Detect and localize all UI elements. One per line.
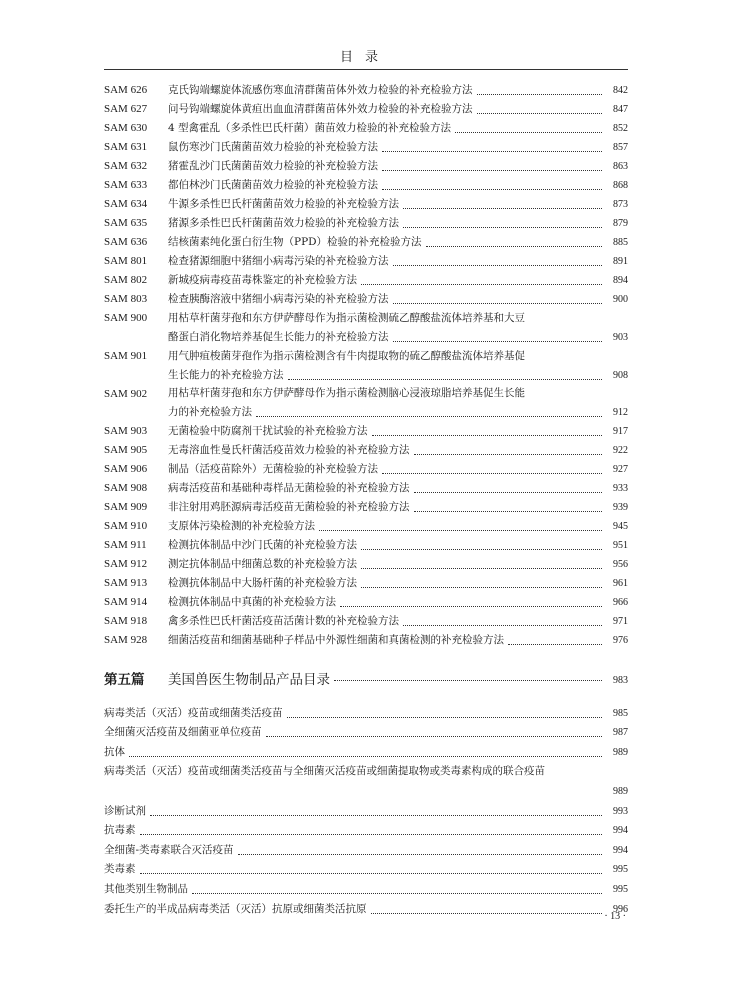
entry-code: SAM 911: [104, 539, 147, 552]
entry-page: 863: [613, 160, 628, 172]
entry-page: 933: [613, 483, 628, 495]
entry-body: [168, 233, 628, 252]
entry-code: SAM 908: [104, 482, 148, 495]
entry-line: [168, 536, 628, 555]
entry-body: [168, 498, 628, 517]
entry-line: [104, 801, 628, 821]
entry-title: 抗体: [104, 745, 125, 758]
leader-dots: [129, 756, 602, 757]
leader-dots: [455, 132, 602, 133]
entry-page: 903: [613, 331, 628, 343]
entry-code: SAM 900: [104, 312, 148, 324]
leader-dots: [287, 717, 603, 718]
entry-line: [168, 441, 628, 460]
toc-entry[interactable]: [104, 233, 628, 252]
entry-title: 细菌活疫苗和细菌基础种子样品中外源性细菌和真菌检测的补充检验方法: [168, 634, 504, 647]
entry-line: [168, 498, 628, 517]
entry-code: SAM 914: [104, 596, 148, 609]
section-title: 美国兽医生物制品产品目录: [168, 672, 330, 688]
entry-page: 995: [613, 883, 628, 895]
entry-line: [168, 119, 628, 138]
entry-body: [168, 157, 628, 176]
entry-line: [168, 403, 628, 422]
toc-entry[interactable]: [104, 81, 628, 100]
entry-title: 4 型禽霍乱（多杀性巴氏杆菌）菌苗效力检验的补充检验方法: [168, 121, 452, 134]
entry-page: 985: [613, 707, 628, 719]
entry-body: [104, 703, 628, 723]
entry-title: 委托生产的半成品病毒类活（灭活）抗原或细菌类活抗原: [104, 902, 367, 915]
toc-entry[interactable]: [104, 347, 628, 385]
toc-entry[interactable]: [104, 252, 628, 271]
entry-title: 检查猪源细胞中猪细小病毒污染的补充检验方法: [168, 254, 389, 267]
entry-code: SAM 633: [104, 179, 148, 191]
leader-dots: [266, 736, 603, 737]
entry-code: SAM 626: [104, 84, 148, 96]
entry-page: 971: [613, 616, 628, 628]
entry-line: [168, 81, 628, 100]
leader-dots: [393, 341, 603, 342]
toc-entry[interactable]: [104, 422, 628, 441]
leader-dots: [382, 170, 602, 171]
entry-body: [104, 742, 628, 762]
entry-line: [168, 328, 628, 347]
leader-dots: [393, 303, 603, 304]
product-entry[interactable]: [104, 879, 628, 899]
entry-title: 都伯林沙门氏菌菌苗效力检验的补充检验方法: [168, 178, 378, 191]
leader-dots: [477, 94, 603, 95]
entry-line: [168, 176, 628, 195]
leader-dots: [288, 379, 603, 380]
toc-entry[interactable]: [104, 195, 628, 214]
toc-entry[interactable]: [104, 612, 628, 631]
entry-page: 873: [613, 198, 628, 210]
toc-sam-list: [104, 81, 628, 650]
entry-title: 新城疫病毒疫苗毒株鉴定的补充检验方法: [168, 273, 357, 286]
entry-body: [168, 214, 628, 233]
entry-body: [168, 290, 628, 309]
entry-page: 885: [613, 236, 628, 248]
entry-body: [168, 612, 628, 631]
entry-title: 类毒素: [104, 863, 136, 876]
header-rule: [104, 69, 628, 70]
entry-code: SAM 909: [104, 501, 148, 514]
toc-entry[interactable]: [104, 498, 628, 517]
toc-entry[interactable]: [104, 593, 628, 612]
leader-dots: [334, 680, 602, 681]
entry-line: [168, 612, 628, 631]
entry-line: [168, 422, 628, 441]
entry-page: 891: [613, 255, 628, 267]
entry-code: SAM 630: [104, 122, 148, 134]
entry-body: [168, 195, 628, 214]
entry-title: 猪霍乱沙门氏菌菌苗效力检验的补充检验方法: [168, 159, 378, 172]
leader-dots: [150, 815, 602, 816]
entry-title: 检测抗体制品中沙门氏菌的补充检验方法: [168, 539, 357, 552]
entry-page: 976: [613, 635, 628, 647]
entry-line: [168, 517, 628, 536]
entry-page: 945: [613, 521, 628, 533]
toc-entry[interactable]: [104, 574, 628, 593]
entry-body: [168, 176, 628, 195]
entry-code: SAM 928: [104, 634, 148, 647]
entry-page: 995: [613, 864, 628, 876]
entry-line: [104, 703, 628, 723]
entry-body: [168, 517, 628, 536]
entry-line: [168, 138, 628, 157]
toc-entry[interactable]: [104, 176, 628, 195]
entry-page: 847: [613, 103, 628, 115]
entry-code: SAM 902: [104, 387, 148, 400]
entry-line: [168, 574, 628, 593]
entry-title: 结核菌素纯化蛋白衍生物（PPD）检验的补充检验方法: [168, 235, 422, 248]
section-heading[interactable]: [104, 664, 628, 688]
entry-page: 857: [613, 141, 628, 153]
entry-title: 病毒活疫苗和基础种毒样品无菌检验的补充检验方法: [168, 482, 410, 495]
entry-body: [168, 309, 628, 347]
leader-dots: [372, 435, 603, 436]
page-folio: · 13 ·: [604, 911, 626, 922]
entry-line: [104, 742, 628, 762]
product-entry[interactable]: [104, 860, 628, 880]
entry-page: 912: [613, 407, 628, 419]
entry-title: 克氏钩端螺旋体流感伤寒血清群菌苗体外效力检验的补充检验方法: [168, 83, 473, 96]
entry-title: 用枯草杆菌芽孢和东方伊萨酵母作为指示菌检测脑心浸液琼脂培养基促生长能: [168, 387, 525, 400]
entry-line: [168, 309, 628, 328]
leader-dots: [414, 454, 603, 455]
product-entry[interactable]: [104, 899, 628, 919]
entry-title: 生长能力的补充检验方法: [168, 368, 284, 381]
entry-body: [168, 271, 628, 290]
toc-entry[interactable]: [104, 309, 628, 347]
leader-dots: [192, 893, 602, 894]
entry-title: 牛源多杀性巴氏杆菌菌苗效力检验的补充检验方法: [168, 197, 399, 210]
leader-dots: [382, 151, 602, 152]
entry-line: [168, 252, 628, 271]
leader-dots: [371, 913, 603, 914]
toc-entry[interactable]: [104, 214, 628, 233]
entry-page: 994: [613, 844, 628, 856]
leader-dots: [361, 568, 602, 569]
leader-dots: [414, 492, 603, 493]
entry-title: 禽多杀性巴氏杆菌活疫苗活菌计数的补充检验方法: [168, 615, 399, 628]
entry-line: [104, 899, 628, 919]
entry-title: 诊断试剂: [104, 804, 146, 817]
entry-title: 检测抗体制品中真菌的补充检验方法: [168, 596, 336, 609]
toc-entry[interactable]: [104, 555, 628, 574]
leader-dots: [477, 113, 603, 114]
entry-title: 非注射用鸡胚源病毒活疫苗无菌检验的补充检验方法: [168, 501, 410, 514]
entry-code: SAM 913: [104, 577, 148, 590]
toc-entry[interactable]: [104, 517, 628, 536]
entry-line: [104, 860, 628, 880]
entry-code: SAM 627: [104, 103, 148, 115]
entry-title: 力的补充检验方法: [168, 406, 252, 419]
entry-line: [104, 723, 628, 743]
entry-body: [168, 536, 628, 555]
entry-title: 鼠伤寒沙门氏菌菌苗效力检验的补充检验方法: [168, 140, 378, 153]
running-header: 目录: [339, 50, 390, 65]
entry-title: 测定抗体制品中细菌总数的补充检验方法: [168, 558, 357, 571]
leader-dots: [414, 511, 603, 512]
entry-page: 868: [613, 179, 628, 191]
entry-code: SAM 910: [104, 520, 148, 533]
leader-dots: [426, 246, 602, 247]
entry-title: 问号钩端螺旋体黄疸出血血清群菌苗体外效力检验的补充检验方法: [168, 102, 473, 115]
entry-page: 852: [613, 122, 628, 134]
entry-page: 994: [613, 825, 628, 837]
leader-dots: [140, 873, 603, 874]
entry-body: [168, 347, 628, 385]
entry-line: [168, 460, 628, 479]
entry-page: 927: [613, 464, 628, 476]
toc-entry[interactable]: [104, 290, 628, 309]
entry-line: [168, 555, 628, 574]
entry-body: [104, 821, 628, 841]
entry-code: SAM 632: [104, 160, 148, 172]
entry-body: [168, 385, 628, 423]
entry-title: 支原体污染检测的补充检验方法: [168, 520, 315, 533]
entry-body: [168, 441, 628, 460]
entry-title: 病毒类活（灭活）疫苗或细菌类活疫苗: [104, 706, 283, 719]
entry-body: [168, 422, 628, 441]
entry-body: [104, 840, 628, 860]
entry-title: 酪蛋白消化物培养基促生长能力的补充检验方法: [168, 330, 389, 343]
entry-line: [168, 271, 628, 290]
entry-body: [168, 631, 628, 650]
entry-body: [168, 593, 628, 612]
entry-page: 961: [613, 578, 628, 590]
leader-dots: [238, 854, 602, 855]
leader-dots: [319, 530, 602, 531]
leader-dots: [361, 284, 602, 285]
leader-dots: [403, 208, 602, 209]
entry-page: 966: [613, 597, 628, 609]
entry-line: [168, 385, 628, 404]
entry-code: SAM 801: [104, 255, 148, 267]
entry-page: 993: [613, 805, 628, 817]
entry-code: SAM 631: [104, 141, 148, 153]
toc-entry[interactable]: [104, 119, 628, 138]
entry-line: [168, 631, 628, 650]
toc-entry[interactable]: [104, 460, 628, 479]
entry-body: [104, 860, 628, 880]
entry-line: [168, 290, 628, 309]
entry-line: [168, 214, 628, 233]
leader-dots: [403, 227, 602, 228]
product-entry[interactable]: [104, 821, 628, 841]
entry-body: [168, 479, 628, 498]
entry-code: SAM 905: [104, 444, 148, 457]
toc-entry[interactable]: [104, 138, 628, 157]
entry-line: [168, 100, 628, 119]
leader-dots: [340, 606, 602, 607]
entry-title: 全细菌灭活疫苗及细菌亚单位疫苗: [104, 726, 262, 739]
entry-line: [168, 366, 628, 385]
entry-title: 制品（活疫苗除外）无菌检验的补充检验方法: [168, 463, 378, 476]
leader-dots: [382, 189, 602, 190]
leader-dots: [256, 416, 602, 417]
entry-body: [104, 762, 628, 801]
entry-body: [168, 574, 628, 593]
entry-code: SAM 802: [104, 274, 148, 286]
leader-dots: [508, 644, 602, 645]
section-page: 983: [613, 675, 628, 686]
entry-line: [104, 762, 628, 782]
entry-page: 956: [613, 559, 628, 571]
product-entry[interactable]: [104, 762, 628, 801]
product-entry[interactable]: [104, 742, 628, 762]
product-entry[interactable]: [104, 801, 628, 821]
entry-title: 病毒类活（灭活）疫苗或细菌类活疫苗与全细菌灭活疫苗或细菌提取物或类毒素构成的联合疫苗: [104, 765, 545, 778]
entry-title: 抗毒素: [104, 824, 136, 837]
entry-line: [104, 879, 628, 899]
entry-code: SAM 636: [104, 236, 148, 248]
toc-product-list: [104, 703, 628, 919]
entry-line: [104, 840, 628, 860]
entry-title: 无菌检验中防腐剂干扰试验的补充检验方法: [168, 425, 368, 438]
entry-body: [168, 460, 628, 479]
entry-code: SAM 903: [104, 425, 148, 438]
entry-body: [168, 119, 628, 138]
toc-entry[interactable]: [104, 631, 628, 650]
entry-page: 908: [613, 369, 628, 381]
entry-line: [104, 821, 628, 841]
toc-entry[interactable]: [104, 100, 628, 119]
entry-title: 其他类别生物制品: [104, 882, 188, 895]
entry-code: SAM 918: [104, 615, 148, 628]
entry-line: [168, 195, 628, 214]
leader-dots: [403, 625, 602, 626]
entry-body: [168, 252, 628, 271]
entry-page: 917: [613, 426, 628, 438]
entry-code: SAM 634: [104, 198, 148, 210]
entry-title: 检测抗体制品中大肠杆菌的补充检验方法: [168, 577, 357, 590]
entry-body: [104, 801, 628, 821]
entry-page: 842: [613, 84, 628, 96]
entry-code: SAM 912: [104, 558, 148, 571]
toc-entry[interactable]: [104, 441, 628, 460]
product-entry[interactable]: [104, 723, 628, 743]
leader-dots: [140, 834, 603, 835]
entry-line: [104, 781, 628, 801]
entry-page: 879: [613, 217, 628, 229]
entry-title: 无毒溶血性曼氏杆菌活疫苗效力检验的补充检验方法: [168, 444, 410, 457]
entry-body: [168, 81, 628, 100]
entry-title: 用枯草杆菌芽孢和东方伊萨酵母作为指示菌检测硫乙醇酸盐流体培养基和大豆: [168, 311, 525, 324]
entry-page: 939: [613, 502, 628, 514]
entry-line: [168, 347, 628, 366]
product-entry[interactable]: [104, 840, 628, 860]
entry-line: [168, 593, 628, 612]
product-entry[interactable]: [104, 703, 628, 723]
section-label: 第五篇: [104, 672, 145, 688]
entry-title: 检查胰酶溶液中猪细小病毒污染的补充检验方法: [168, 292, 389, 305]
entry-page: 987: [613, 727, 628, 739]
toc-entry[interactable]: [104, 536, 628, 555]
entry-line: [168, 479, 628, 498]
toc-entry[interactable]: [104, 479, 628, 498]
entry-body: [168, 100, 628, 119]
toc-entry[interactable]: [104, 385, 628, 423]
entry-title: 全细菌-类毒素联合灭活疫苗: [104, 843, 234, 856]
leader-dots: [361, 587, 602, 588]
entry-body: [104, 723, 628, 743]
entry-body: [104, 899, 628, 919]
entry-line: [168, 157, 628, 176]
entry-line: [168, 233, 628, 252]
entry-page: 894: [613, 274, 628, 286]
entry-body: [168, 138, 628, 157]
leader-dots: [393, 265, 603, 266]
entry-page: 922: [613, 445, 628, 457]
entry-page: 900: [613, 293, 628, 305]
leader-dots: [382, 473, 602, 474]
entry-code: SAM 901: [104, 349, 148, 362]
entry-body: [168, 555, 628, 574]
entry-title: 用气肿疽梭菌芽孢作为指示菌检测含有牛肉提取物的硫乙醇酸盐流体培养基促: [168, 349, 525, 362]
toc-entry[interactable]: [104, 271, 628, 290]
leader-dots: [361, 549, 602, 550]
entry-body: [104, 879, 628, 899]
entry-title: 猪源多杀性巴氏杆菌菌苗效力检验的补充检验方法: [168, 216, 399, 229]
entry-code: SAM 906: [104, 463, 148, 476]
entry-page: 989: [613, 785, 628, 797]
entry-page: 989: [613, 746, 628, 758]
entry-code: SAM 803: [104, 293, 148, 305]
entry-code: SAM 635: [104, 217, 148, 229]
toc-entry[interactable]: [104, 157, 628, 176]
entry-page: 951: [613, 540, 628, 552]
entry-page: 996: [613, 903, 628, 915]
